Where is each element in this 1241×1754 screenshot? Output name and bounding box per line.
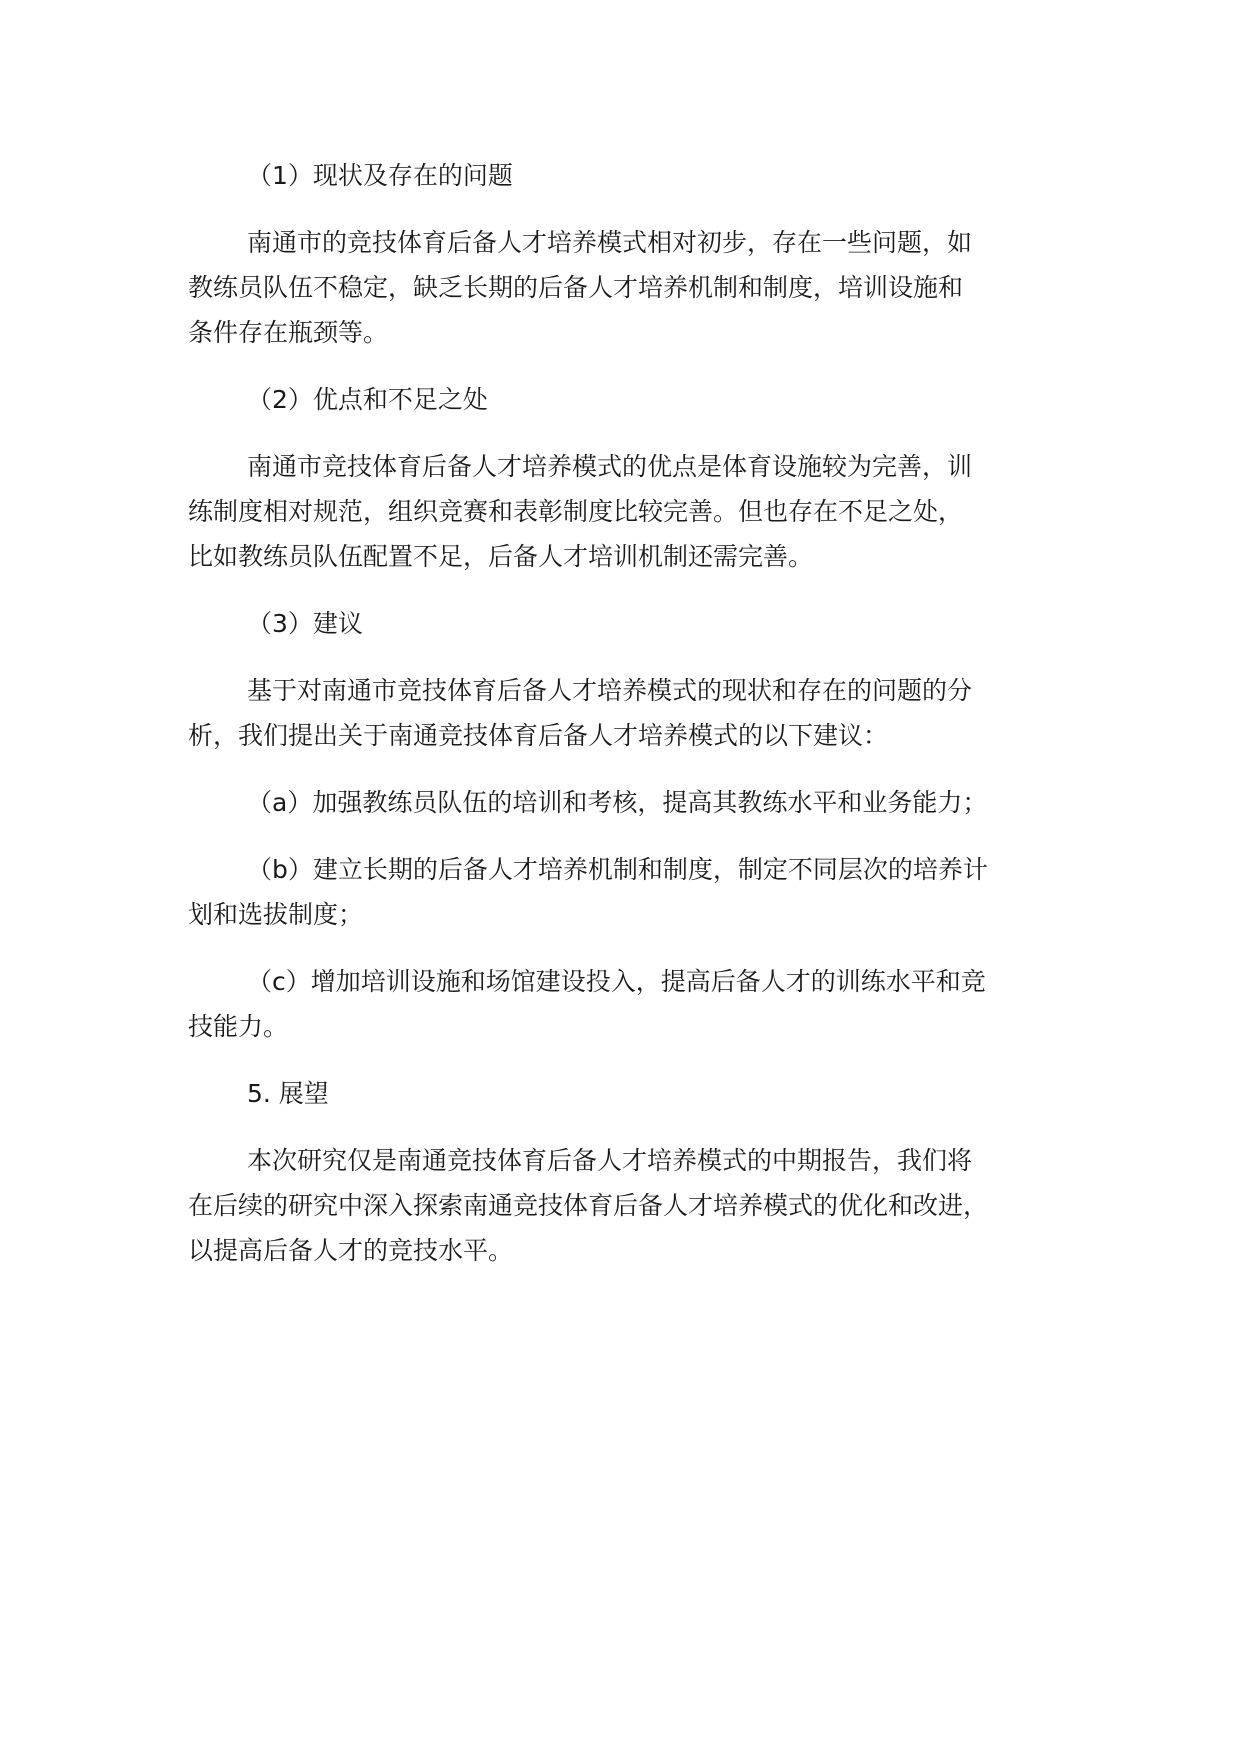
section-heading-outlook: 5. 展望 [247,1079,329,1108]
paragraph-current-status: 南通市的竞技体育后备人才培养模式相对初步，存在一些问题，如 教练员队伍不稳定，缺乏长期的后备人才培养机制和制度，培训设施和 条件存在瓶颈等。 [188,228,973,347]
suggestion-item-b: （b）建立长期的后备人才培养机制和制度，制定不同层次的培养计 划和选拔制度； [188,855,988,929]
section-heading-pros-cons: （2）优点和不足之处 [247,385,488,414]
suggestion-item-c: （c）增加培训设施和场馆建设投入，提高后备人才的训练水平和竞 技能力。 [188,967,986,1041]
paragraph-suggestions-intro: 基于对南通市竞技体育后备人才培养模式的现状和存在的问题的分 析，我们提出关于南通竞技体育后备人才培养模式的以下建议： [188,676,973,750]
section-heading-suggestions: （3）建议 [247,609,363,638]
section-heading-current-status: （1）现状及存在的问题 [247,161,513,190]
paragraph-pros-cons: 南通市竞技体育后备人才培养模式的优点是体育设施较为完善，训 练制度相对规范，组织竞赛和表彰制度比较完善。但也存在不足之处， 比如教练员队伍配置不足，后备人才培训机制还需完善。 [188,452,973,571]
paragraph-outlook: 本次研究仅是南通竞技体育后备人才培养模式的中期报告，我们将 在后续的研究中深入探索南通竞技体育后备人才培养模式的优化和改进， 以提高后备人才的竞技水平。 [188,1146,989,1265]
document-body [188,153,1088,1273]
suggestion-item-a: （a）加强教练员队伍的培训和考核，提高其教练水平和业务能力； [247,788,988,817]
